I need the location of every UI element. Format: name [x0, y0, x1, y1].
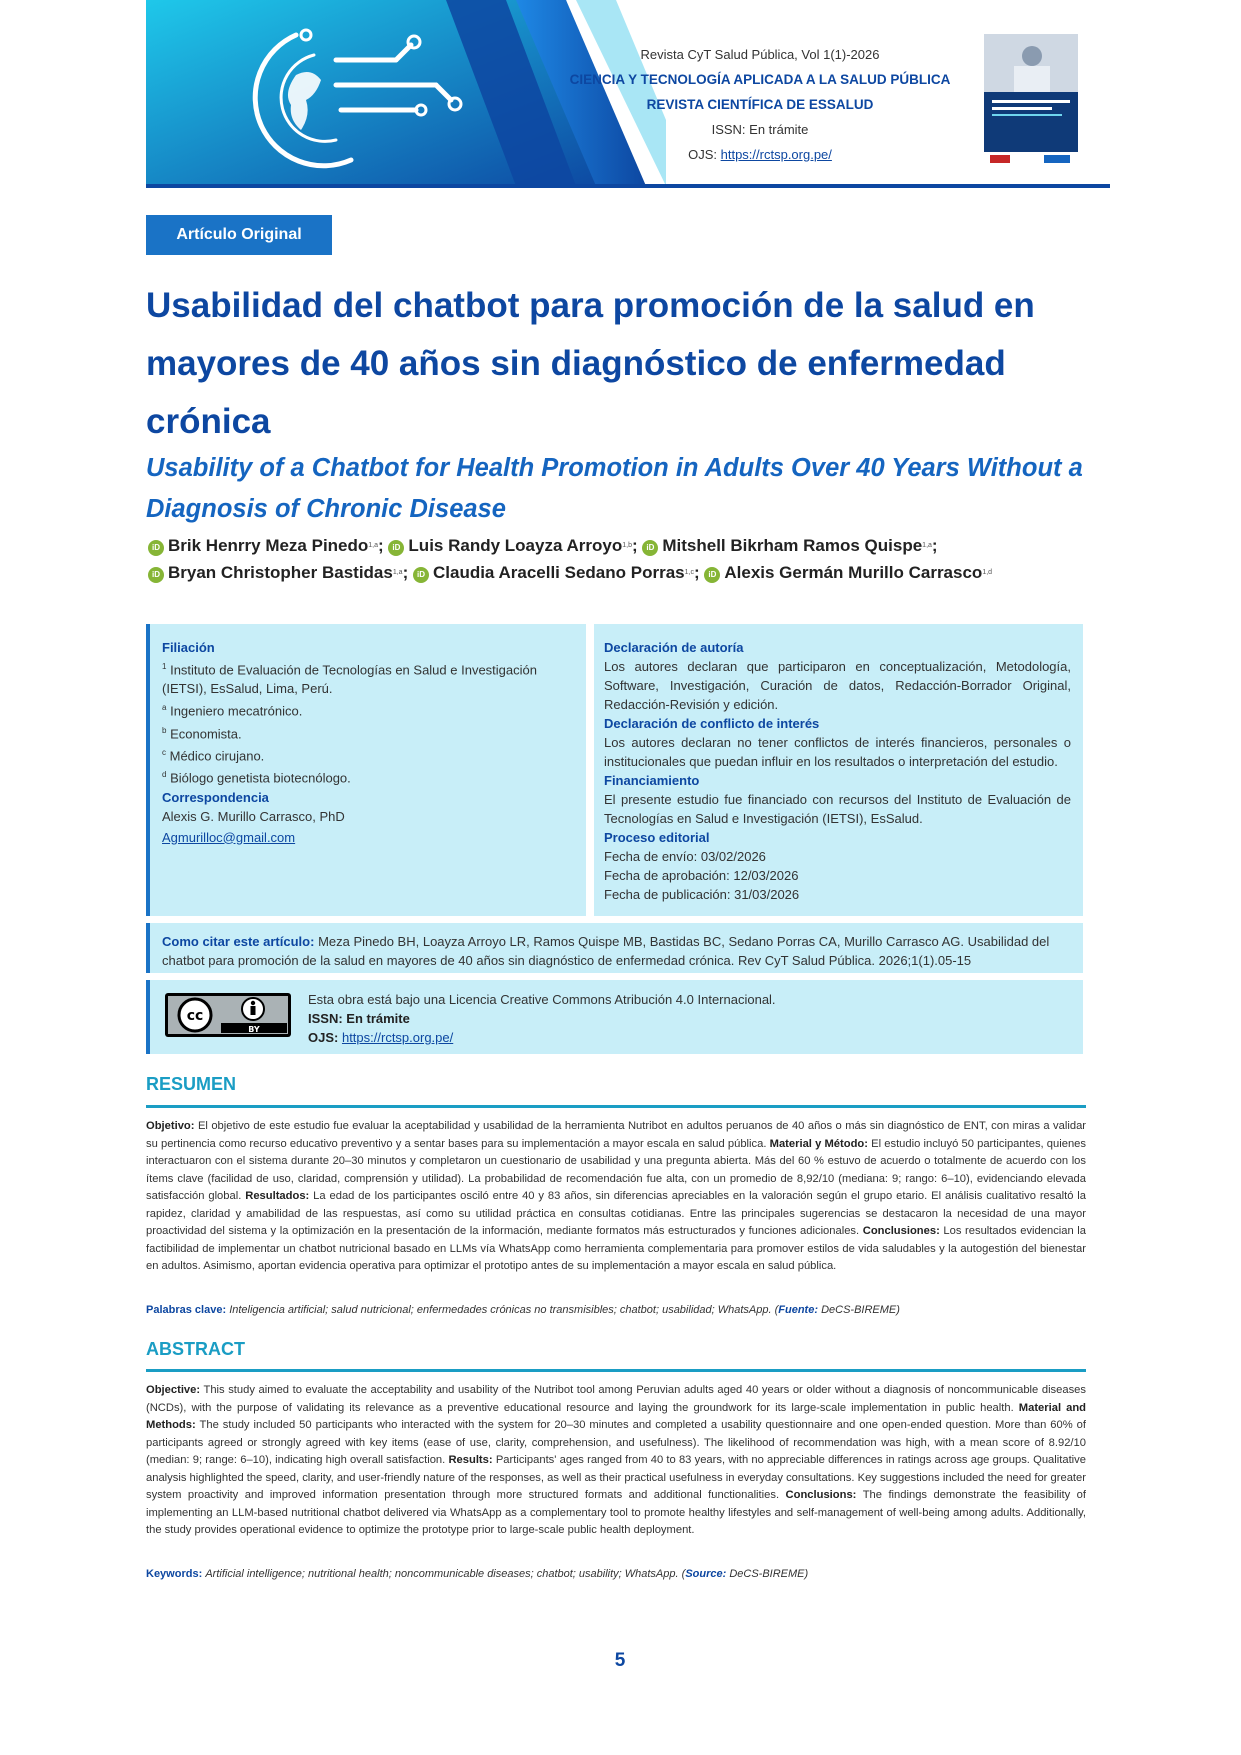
- journal-name: CIENCIA Y TECNOLOGÍA APLICADA A LA SALUD PÚBLICA: [569, 72, 951, 87]
- author-name: Brik Henrry Meza Pinedo: [168, 536, 369, 555]
- correspondence-email-link[interactable]: Agmurilloc@gmail.com: [162, 829, 296, 845]
- author-list: [148, 532, 1108, 586]
- correspondence-email-row: [162, 828, 578, 847]
- author-affiliation: 1,d: [982, 569, 993, 576]
- conflicto-heading: Declaración de conflicto de interés: [604, 716, 820, 731]
- resumen-divider: [146, 1105, 1086, 1108]
- author-affiliation: 1,b: [622, 542, 632, 549]
- license-line: Esta obra está bajo una Licencia Creative Commons Atribución 4.0 Internacional.: [308, 992, 776, 1007]
- cc-badge-text: BY: [248, 1025, 260, 1034]
- journal-issn: ISSN: En trámite: [711, 122, 809, 137]
- affiliation-box: [146, 624, 586, 916]
- license-ojs-label: OJS:: [308, 1030, 339, 1045]
- license-text: [308, 990, 1008, 1047]
- author-item: [642, 536, 937, 555]
- autoria-text: Los autores declaran que participaron en conceptualización, Metodología, Software, Investigación, Curación de datos, Redacción-Borrador Original, Redacción-Revisión y edición.: [604, 659, 1071, 712]
- journal-cover-thumbnail: [984, 34, 1078, 166]
- orcid-icon[interactable]: iD: [388, 540, 404, 556]
- author-item: [148, 563, 413, 582]
- license-ojs-link[interactable]: https://rctsp.org.pe/: [341, 1030, 454, 1045]
- author-item: [704, 563, 992, 582]
- author-name: Luis Randy Loayza Arroyo: [408, 536, 623, 555]
- ojs-label: OJS:: [688, 147, 717, 162]
- ojs-link[interactable]: https://rctsp.org.pe/: [720, 147, 832, 162]
- license-issn: ISSN: En trámite: [308, 1011, 410, 1026]
- affiliation-item: $^1$ Instituto de Evaluación de Tecnologías en Salud e Investigación (IETSI), EsSalud, Lima, Perú.: [162, 662, 537, 697]
- affiliation-item: $^b$ Economista.: [162, 725, 242, 741]
- declarations-box: [594, 624, 1083, 916]
- author-separator: ;: [631, 536, 638, 555]
- author-separator: ;: [931, 536, 938, 555]
- author-affiliation: 1,a: [392, 569, 403, 576]
- abstract-heading: ABSTRACT: [146, 1339, 245, 1359]
- author-separator: ;: [693, 563, 700, 582]
- citation-text: Meza Pinedo BH, Loayza Arroyo LR, Ramos Quispe MB, Bastidas BC, Sedano Porras CA, Murillo Carrasco AG. Usabilidad del chatbot para promoción de la salud en mayores de 40 años sin diagnóstico de enfermedad crónica. Rev CyT Salud Pública. 2026;1(1).05-15: [162, 934, 1050, 968]
- conflicto-text: Los autores declaran no tener conflictos de interés financieros, personales o institucionales que puedan influir en los resultados o interpretación del estudio.: [604, 735, 1071, 769]
- proceso-heading: Proceso editorial: [604, 830, 710, 845]
- author-name: Bryan Christopher Bastidas: [168, 563, 393, 582]
- journal-ojs: [540, 142, 980, 167]
- filiacion-heading: Filiación: [162, 640, 215, 655]
- resumen-heading: RESUMEN: [146, 1074, 237, 1094]
- autoria-heading: Declaración de autoría: [604, 640, 744, 655]
- author-affiliation: 1,c: [684, 569, 694, 576]
- page-number: 5: [614, 1650, 626, 1671]
- fecha-aprobacion: Fecha de aprobación: 12/03/2026: [604, 868, 799, 883]
- orcid-icon[interactable]: iD: [642, 540, 658, 556]
- orcid-icon[interactable]: iD: [413, 567, 429, 583]
- article-title: Usabilidad del chatbot para promoción de la salud en mayores de 40 años sin diagnóstico de enfermedad crónica: [146, 286, 1035, 441]
- citation-label: Como citar este artículo:: [162, 934, 315, 949]
- author-item: [148, 536, 388, 555]
- author-item: [388, 536, 642, 555]
- affiliation-item: $^d$ Biólogo genetista biotecnólogo.: [162, 770, 351, 786]
- article-type-badge: Artículo Original: [146, 215, 332, 255]
- journal-line: Revista CyT Salud Pública, Vol 1(1)-2026: [640, 47, 880, 62]
- author-name: Claudia Aracelli Sedano Porras: [432, 563, 685, 582]
- cc-by-license-icon[interactable]: [165, 993, 291, 1037]
- orcid-icon[interactable]: iD: [704, 567, 720, 583]
- affiliation-item: $^a$ Ingeniero mecatrónico.: [162, 703, 303, 719]
- affiliation-item: $^c$ Médico cirujano.: [162, 747, 265, 764]
- keywords: Keywords: Artificial intelligence; nutritional health; noncommunicable diseases; chatbot; usability; WhatsApp. (Source: DeCS-BIREME): [146, 1568, 809, 1580]
- article-title-english: Usability of a Chatbot for Health Promotion in Adults Over 40 Years Without a Diagnosis of Chronic Disease: [146, 454, 1083, 523]
- financiamiento-heading: Financiamiento: [604, 773, 700, 788]
- orcid-icon[interactable]: iD: [148, 540, 164, 556]
- citation-box: [146, 923, 1083, 973]
- svg-text:cc: cc: [186, 1008, 204, 1024]
- author-separator: ;: [378, 536, 384, 555]
- financiamiento-text: El presente estudio fue financiado con recursos del Instituto de Evaluación de Tecnologías en Salud e Investigación (IETSI), EsSalud.: [604, 792, 1071, 826]
- orcid-icon[interactable]: iD: [148, 567, 164, 583]
- abstract-text: Objective: This study aimed to evaluate the acceptability and usability of the Nutribot tool among Peruvian adults aged 40 years or older without a diagnosis of noncommunicable diseases (NCDs), with the purpose of validating its relevance as a preventive educational resource and laying the groundwork for its large-scale implementation in public health. Material and Methods: The study included 50 participants who interacted with the system for 20–30 minutes and completed a usability questionnaire and one open-ended question. More than 60% of participants agreed or strongly agreed with key items (ease of use, clarity, comprehension, and usefulness). The likelihood of recommendation was high, with a mean score of 8.92/10 (median: 9; range: 6–10), indicating high overall satisfaction. Results: Participants' ages ranged from 40 to 83 years, with no appreciable differences in ratings across age groups. Qualitative analysis highlighted the speed, clarity, and user-friendly nature of the responses, as well as their practical usefulness in everyday consultations. Key suggestions included the need for greater system proactivity and improved information presentation through more structured formats and additional functionalities. Conclusions: The findings demonstrate the feasibility of implementing an LLM-based nutritional chatbot delivered via WhatsApp as a complementary tool to promote healthy lifestyles and self-management of well-being among adults. Additionally, the study provides operational evidence to optimize the prototype prior to large-scale public health deployment.: [146, 1384, 1087, 1536]
- correspondencia-heading: Correspondencia: [162, 789, 269, 805]
- journal-info: [540, 42, 980, 167]
- author-separator: ;: [402, 563, 409, 582]
- author-affiliation: 1,a: [922, 542, 932, 549]
- author-name: Mitshell Bikrham Ramos Quispe: [662, 536, 923, 555]
- palabras-clave: Palabras clave: Inteligencia artificial; salud nutricional; enfermedades crónicas no transmisibles; chatbot; usabilidad; WhatsApp. (Fuente: DeCS-BIREME): [146, 1304, 900, 1316]
- abstract-divider: [146, 1369, 1086, 1372]
- resumen-text: Objetivo: El objetivo de este estudio fue evaluar la aceptabilidad y usabilidad de la herramienta Nutribot en adultos peruanos de 40 años o más sin diagnóstico de ENT, con miras a validar su pertinencia como recurso educativo preventivo y a sentar bases para su implementación a mayor escala en salud pública. Material y Método: El estudio incluyó 50 participantes, quienes interactuaron con el sistema durante 20–30 minutos y completaron un cuestionario de usabilidad y una pregunta abierta. Más del 60 % estuvo de acuerdo o totalmente de acuerdo con los ítems clave (facilidad de uso, claridad, comprensión y utilidad). La probabilidad de recomendación fue alta, con un promedio de 8,92/10 (mediana: 9; rango: 6–10), evidenciando elevada satisfacción global. Resultados: La edad de los participantes osciló entre 40 y 83 años, sin diferencias apreciables en la valoración según el grupo etario. El análisis cualitativo resaltó la rapidez, claridad y amabilidad de las respuestas, así como su utilidad práctica en consultas cotidianas. Entre las principales sugerencias se destacaron la necesidad de una mayor proactividad del sistema y la optimización en la presentación de la información, mediante formatos más estructurados y funciones adicionales. Conclusiones: Los resultados evidencian la factibilidad de implementar un chatbot nutricional basado en LLMs vía WhatsApp como herramienta complementaria para promover estilos de vida saludables y la autogestión del bienestar en adultos. Asimismo, aportan evidencia operativa para optimizar el prototipo antes de su implementación a mayor escala en salud pública.: [146, 1120, 1087, 1272]
- fecha-publicacion: Fecha de publicación: 31/03/2026: [604, 887, 800, 902]
- author-item: [413, 563, 704, 582]
- fecha-envio: Fecha de envío: 03/02/2026: [604, 849, 766, 864]
- header-divider: [146, 184, 1110, 188]
- author-affiliation: 1,a: [368, 542, 379, 549]
- journal-subtitle: REVISTA CIENTÍFICA DE ESSALUD: [646, 97, 874, 112]
- author-name: Alexis Germán Murillo Carrasco: [724, 563, 983, 582]
- correspondence-name: Alexis G. Murillo Carrasco, PhD: [162, 808, 345, 824]
